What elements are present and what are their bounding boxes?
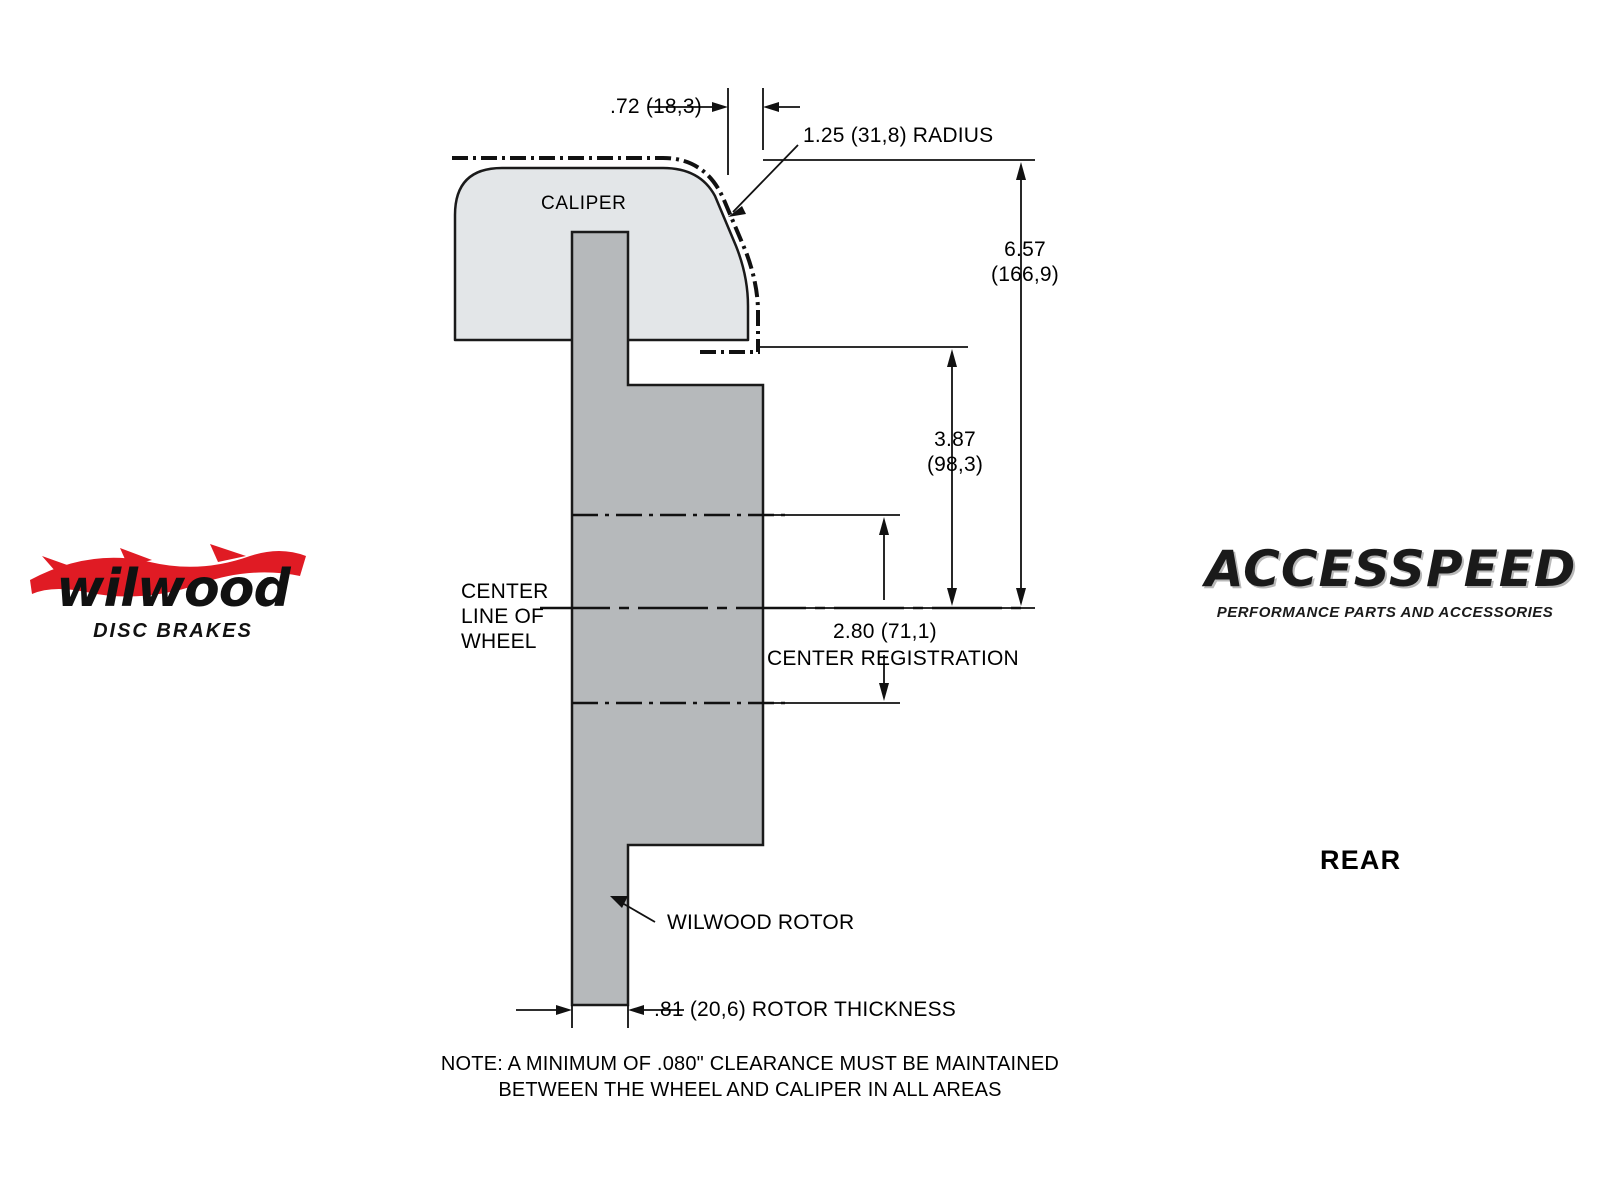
dim-caliper-offset-text: .72 (18,3) <box>610 95 702 118</box>
accesspeed-tagline: PERFORMANCE PARTS AND ACCESSORIES <box>1216 604 1554 621</box>
accesspeed-wordmark: ACCESSPEED <box>1205 540 1577 598</box>
caliper-label: CALIPER <box>541 193 627 214</box>
dim-081-arrow-left <box>556 1005 572 1015</box>
clearance-note-line-1: NOTE: A MINIMUM OF .080" CLEARANCE MUST BE MAINTAINED <box>440 1053 1060 1075</box>
wilwood-rotor-label: WILWOOD ROTOR <box>667 911 855 934</box>
dim-280-arrow-bottom <box>879 683 889 701</box>
dim-387-arrow-top <box>947 349 957 367</box>
center-line-of-wheel-label: CENTER LINE OF WHEEL <box>461 580 549 653</box>
clearance-note-line-2: BETWEEN THE WHEEL AND CALIPER IN ALL AREAS <box>498 1079 1002 1101</box>
dim-rotor-thickness-text: .81 (20,6) ROTOR THICKNESS <box>654 998 957 1021</box>
wilwood-logo <box>18 535 328 650</box>
dim-657-arrow-bottom <box>1016 588 1026 606</box>
dim-caliper-to-centerline-text: 3.87 (98,3) <box>926 428 984 476</box>
accesspeed-logo <box>1205 540 1577 645</box>
rotor-shape <box>572 232 763 1005</box>
dim-081-arrow-right <box>628 1005 644 1015</box>
dim-center-registration-text: 2.80 (71,1) <box>833 620 937 643</box>
radius-leader <box>733 145 798 212</box>
dim-280-arrow-top <box>879 517 889 535</box>
dim-657-arrow-top <box>1016 162 1026 180</box>
dim-387-arrow-bottom <box>947 588 957 606</box>
dim-caliper-radius-text: 1.25 (31,8) RADIUS <box>803 124 994 147</box>
dim-overall-height-text: 6.57 (166,9) <box>991 238 1059 286</box>
view-label-rear: REAR <box>1320 845 1402 875</box>
wilwood-wordmark: wilwood <box>56 559 290 619</box>
dim-072-arrow-left <box>712 102 728 112</box>
center-registration-label: CENTER REGISTRATION <box>767 647 1019 670</box>
wilwood-tagline: DISC BRAKES <box>93 620 253 642</box>
dim-072-arrow-right <box>763 102 779 112</box>
